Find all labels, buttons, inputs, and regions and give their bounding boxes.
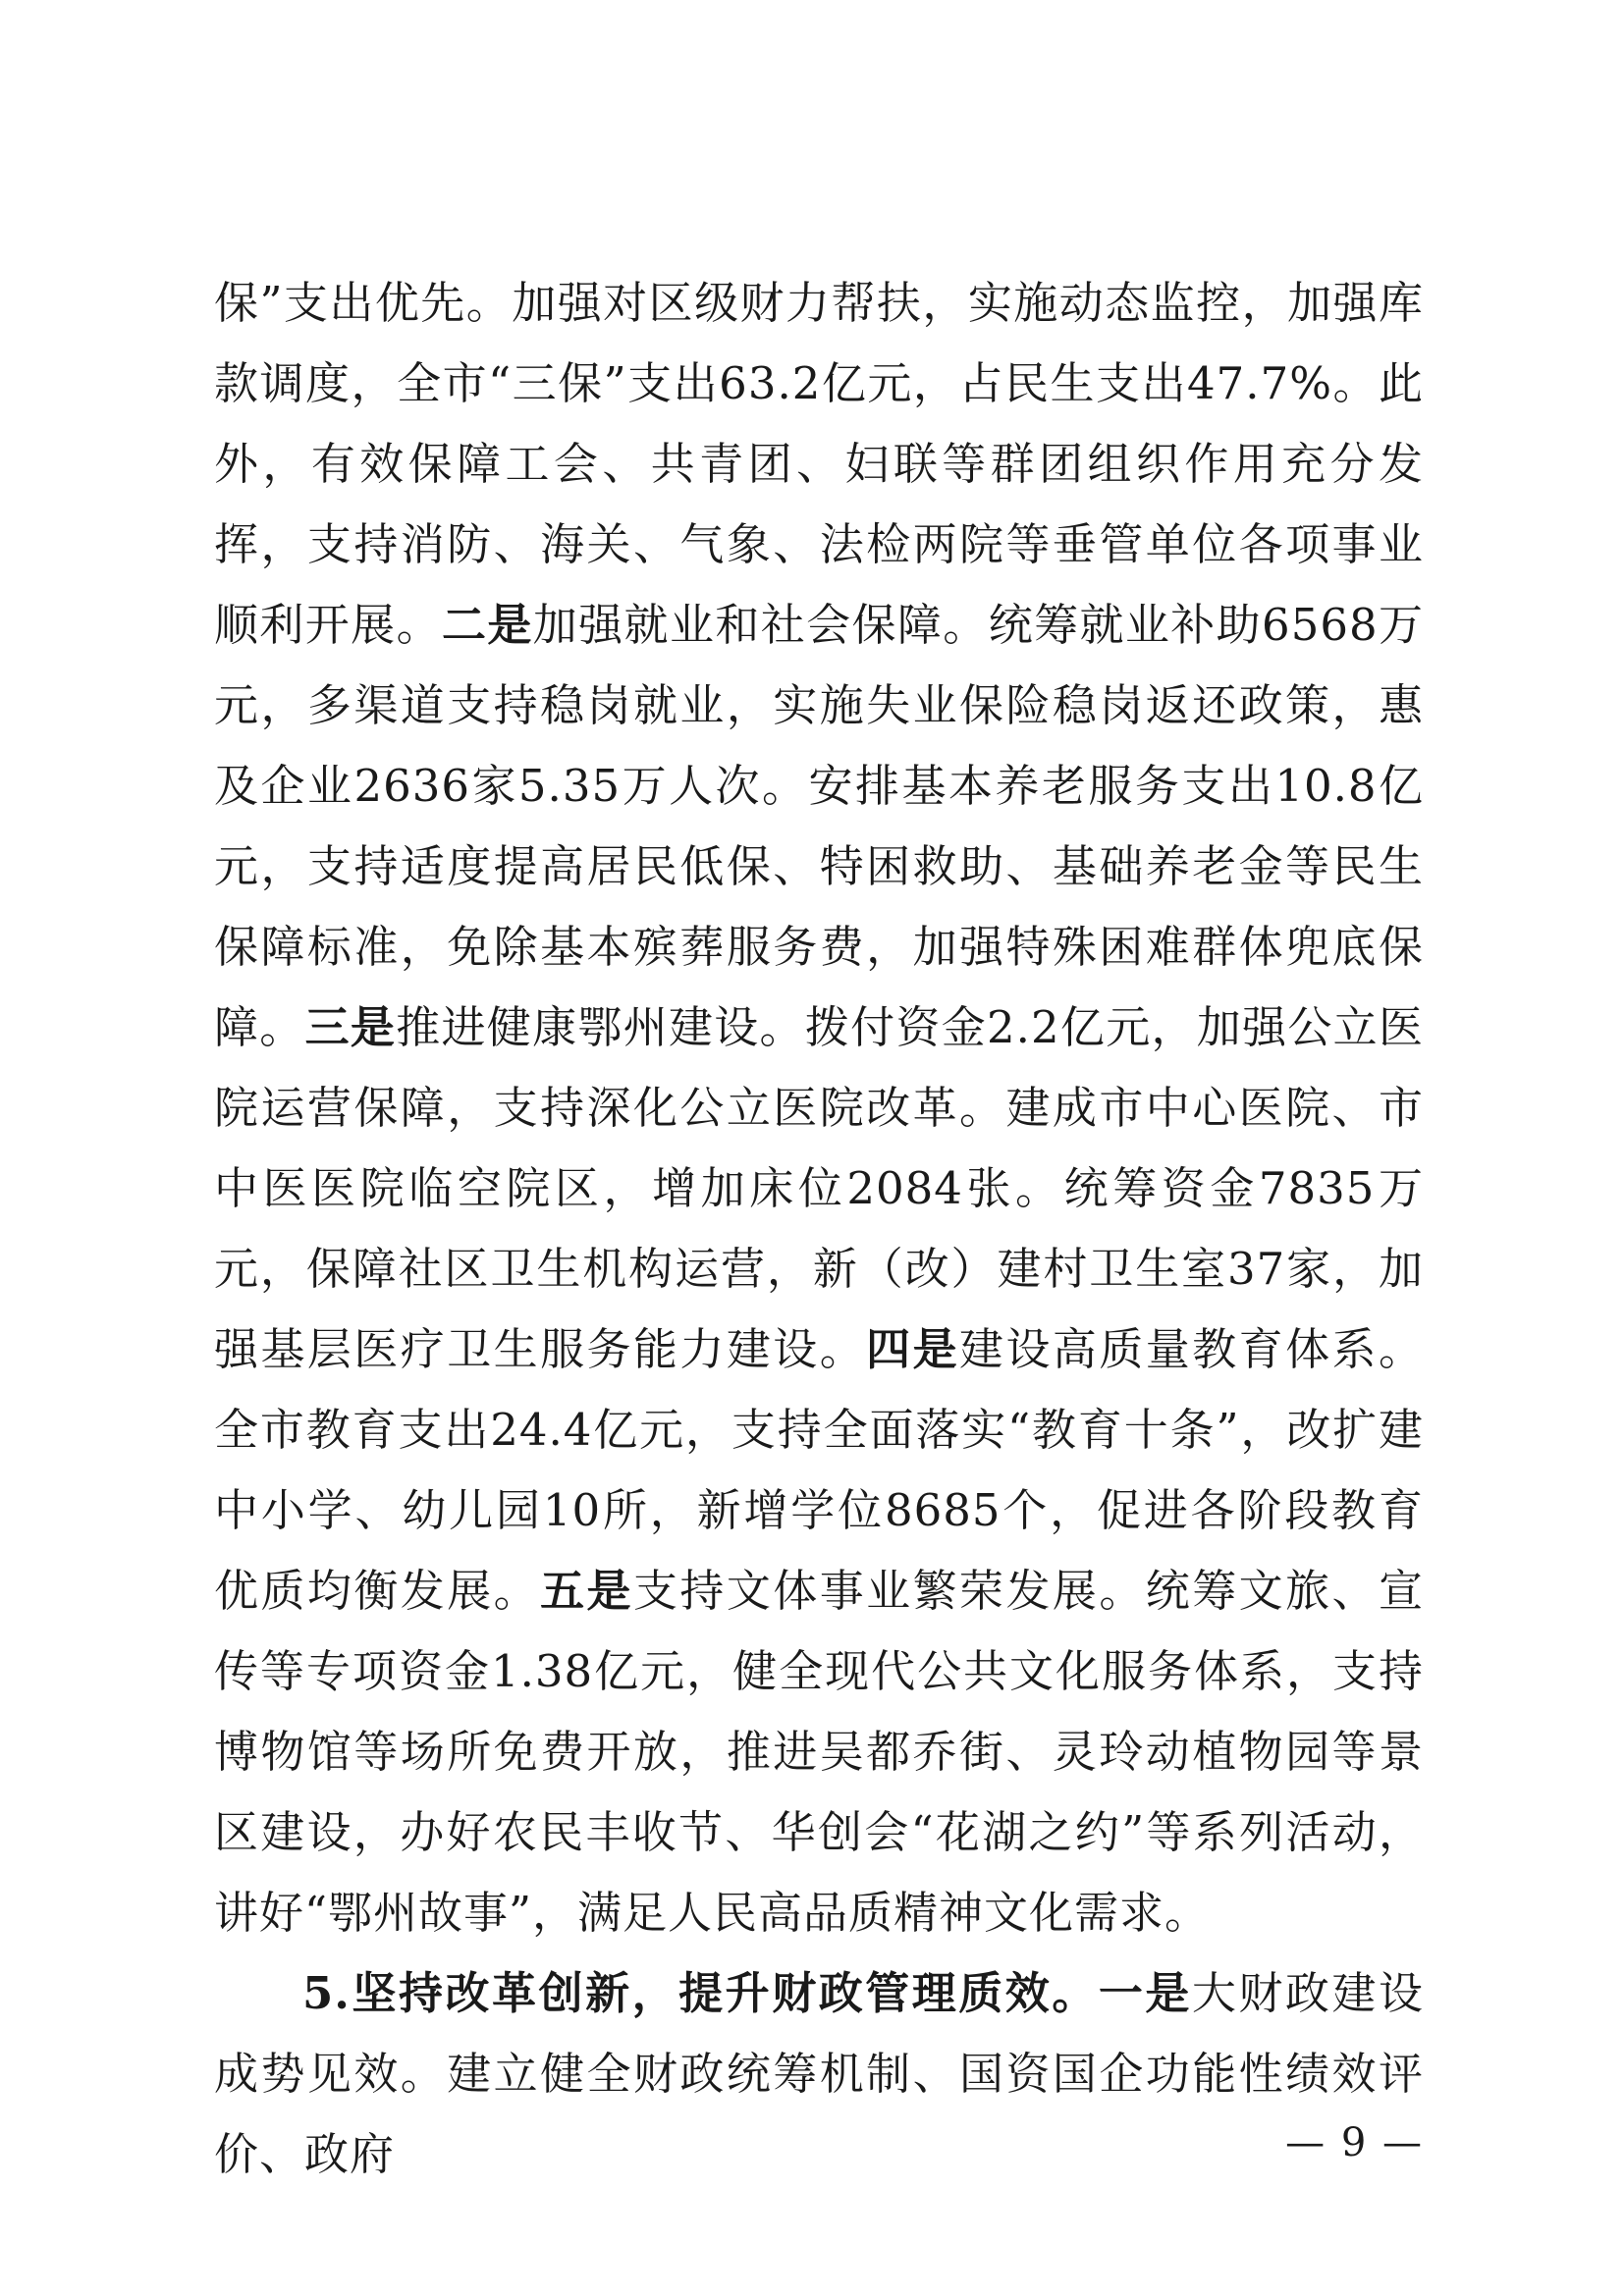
emphasis-run: 四是 — [866, 1323, 960, 1375]
body-text — [214, 263, 1424, 2195]
emphasis-run: 五是 — [540, 1565, 633, 1617]
section-heading-run: 5.坚持改革创新，提升财政管理质效。 — [302, 1967, 1099, 2019]
text-run: 保”支出优先。加强对区级财力帮扶，实施动态监控，加强库款调度，全市“三保”支出63.2亿元，占民生支出47.7%。此外，有效保障工会、共青团、妇联等群团组织作用充分发挥，支持消防、海关、气象、法检两院等垂管单位各项事业顺利开展。 — [214, 277, 1424, 651]
text-run: 建设高质量教育体系。全市教育支出24.4亿元，支持全面落实“教育十条”，改扩建中小学、幼儿园10所，新增学位8685个，促进各阶段教育优质均衡发展。 — [214, 1323, 1424, 1617]
paragraph-livelihood-spending — [214, 263, 1424, 1953]
text-run: 大财政建设成势见效。建立健全财政统筹机制、国资国企功能性绩效评价、政府 — [214, 1967, 1424, 2180]
emphasis-run: 二是 — [441, 599, 533, 651]
text-run: 推进健康鄂州建设。拨付资金2.2亿元，加强公立医院运营保障，支持深化公立医院改革。建成市中心医院、市中医医院临空院区，增加床位2084张。统筹资金7835万元，保障社区卫生机构运营，新（改）建村卫生室37家，加强基层医疗卫生服务能力建设。 — [214, 1001, 1424, 1375]
emphasis-run: 一是 — [1098, 1967, 1192, 2019]
emphasis-run: 三是 — [304, 1001, 397, 1053]
page-number: — 9 — — [1285, 2120, 1424, 2165]
text-run: 加强就业和社会保障。统筹就业补助6568万元，多渠道支持稳岗就业，实施失业保险稳岗返还政策，惠及企业2636家5.35万人次。安排基本养老服务支出10.8亿元，支持适度提高居民低保、特困救助、基础养老金等民生保障标准，免除基本殡葬服务费，加强特殊困难群体兜底保障。 — [214, 599, 1424, 1053]
text-run: 支持文体事业繁荣发展。统筹文旅、宣传等专项资金1.38亿元，健全现代公共文化服务体系，支持博物馆等场所免费开放，推进吴都乔街、灵玲动植物园等景区建设，办好农民丰收节、华创会“花湖之约”等系列活动，讲好“鄂州故事”，满足人民高品质精神文化需求。 — [214, 1565, 1424, 1939]
